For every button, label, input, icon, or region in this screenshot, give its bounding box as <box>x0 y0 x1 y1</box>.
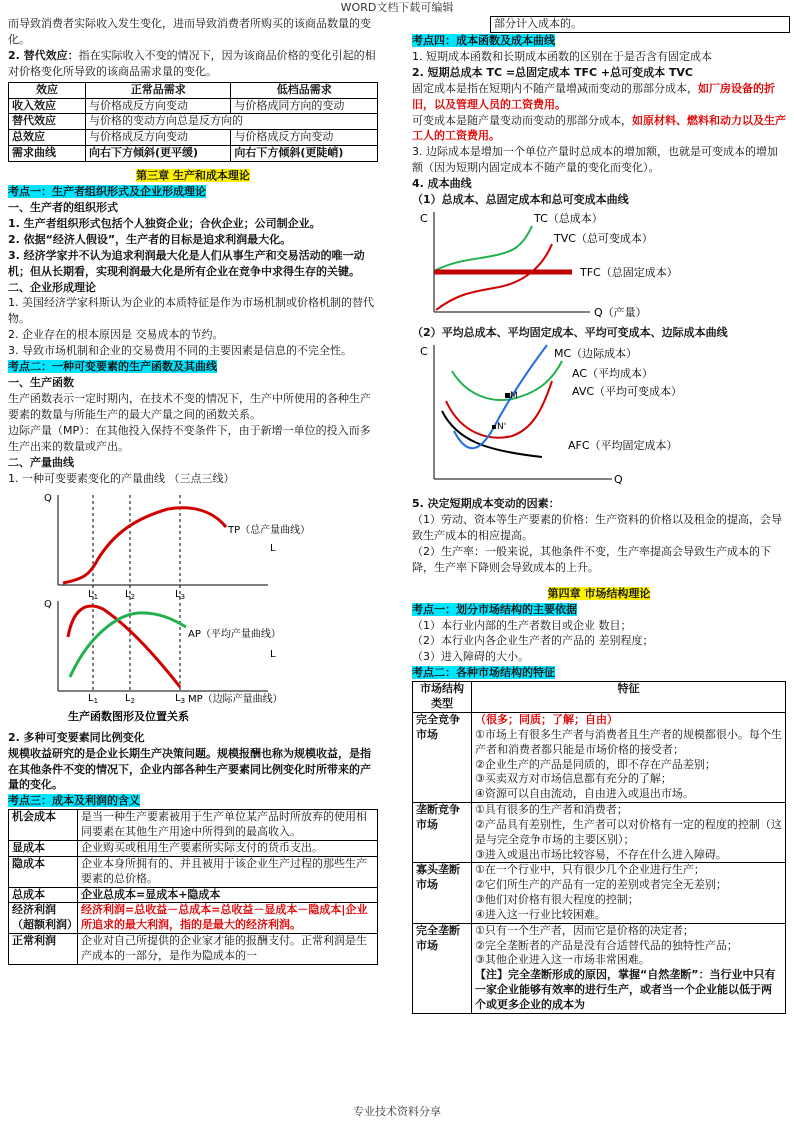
paragraph: 2. 多种可变要素同比例变化 <box>8 730 145 744</box>
paragraph: 1. 生产者组织形式包括个人独资企业；合伙企业；公司制企业。 <box>8 216 321 230</box>
table-cell: 总效应 <box>9 130 86 146</box>
tc-curve <box>436 226 532 270</box>
table-header: 效应 <box>9 82 86 98</box>
tp-curve <box>63 508 226 583</box>
afc-label: AFC（平均固定成本） <box>568 439 678 453</box>
table-cell: 机会成本 <box>9 810 78 841</box>
market-type-cell: 寡头垄断市场 <box>413 863 472 923</box>
table-row <box>9 98 378 114</box>
production-curves-diagram <box>8 487 368 725</box>
effect-table-header <box>9 82 378 98</box>
paragraph: （1）本行业内部的生产者数目或企业 数目； <box>412 618 632 632</box>
feature-line: ③他们对价格有很大程度的控制； <box>475 893 639 907</box>
tvc-label: TVC（总可变成本） <box>554 232 653 246</box>
page-footer: 专业技术资料分享 <box>353 1105 441 1118</box>
tfc-label: TFC（总固定成本） <box>580 266 678 280</box>
axis-label: Q <box>44 598 52 610</box>
diagram-caption: 生产函数图形及位置关系 <box>68 709 189 723</box>
feature-line: 【注】完全垄断形成的原因，掌握“自然垄断”：当行业中只有一家企业能够有效率的进行生产，或者当一个企业能以低于两个或更多企业的成本为 <box>475 968 776 1011</box>
feature-line: ②产品具有差别性，生产者可以对价格有一定的程度的控制（这是与完全竞争市场的主要区别）； <box>475 817 782 846</box>
paragraph: 生产函数表示一定时期内，在技术不变的情况下，生产中所使用的各种生产要素的数量与所能生产的最大产量之间的函数关系。 <box>8 392 371 422</box>
section-title: 考点二：各种市场结构的特征 <box>412 666 555 680</box>
subheading: 一、生产者的组织形式 <box>8 200 118 214</box>
feature-line: ④资源可以自由流动，自由进入或退出市场。 <box>475 787 694 801</box>
subheading: （2）平均总成本、平均固定成本、平均可变成本、边际成本曲线 <box>412 326 728 340</box>
market-type-cell: 完全垄断市场 <box>413 923 472 1013</box>
paragraph: 2. 短期总成本 TC =总固定成本 TFC +总可变成本 TVC <box>412 65 693 79</box>
axis-label: L <box>270 648 276 660</box>
paragraph: 固定成本是指在短期内不随产量增减而变动的那部分成本，如厂房设备的折旧，以及管理人员的工资费用。 <box>412 81 775 111</box>
effect-table <box>8 82 378 162</box>
paragraph: 1. 美国经济学家科斯认为企业的本质特征是作为市场机制或价格机制的替代物。 <box>8 296 374 326</box>
paragraph: 3. 边际成本是增加一个单位产量时总成本的增加额，也就是可变成本的增加额（因为短期内固定成本不随产量的变化而变化）。 <box>412 145 778 175</box>
paragraph: （1）劳动、资本等生产要素的价格：生产资料的价格以及租金的提高，会导致生产成本的相应提高。 <box>412 512 782 542</box>
table-cell: 与价格成反方向变动 <box>86 98 231 114</box>
average-cost-diagram <box>412 341 782 491</box>
mp-label: MP（边际产量曲线） <box>188 693 283 705</box>
subheading: 5. 决定短期成本变动的因素： <box>412 496 560 510</box>
mc-curve <box>454 345 547 448</box>
feature-line: ③其他企业进入这一市场非常困难。 <box>475 953 650 967</box>
paragraph: （2）本行业内各企业生产者的产品的 差别程度； <box>412 634 654 648</box>
subheading: 二、企业形成理论 <box>8 280 96 294</box>
axis-label: Q <box>614 473 623 487</box>
table-row <box>9 887 378 903</box>
table-cell: 向右下方倾斜(更平缓) <box>86 146 231 162</box>
section-title: 考点二：一种可变要素的生产函数及其曲线 <box>8 360 217 374</box>
table-cell: 向右下方倾斜(更陡峭) <box>231 146 378 162</box>
feature-line: ③买卖双方对市场信息都有充分的了解； <box>475 772 672 786</box>
feature-line: ①只有一个生产者，因而它是价格的决定者； <box>475 923 694 937</box>
table-cell: 与价格成反方向变动 <box>86 130 231 146</box>
svg-text:L3: $L_3$ <box>175 692 186 705</box>
feature-line: ④进入这一行业比较困难。 <box>475 907 606 921</box>
substitution-effect: 2. 替代效应：指在实际收入不变的情况下，因为该商品价格的变化引起的相对价格变化所导致的该商品需求量的变化。 <box>8 48 376 78</box>
feature-line: ①在一个行业中，只有很少几个企业进行生产； <box>475 863 705 877</box>
feature-line: ③进入或退出市场比较容易，不存在什么进入障碍。 <box>475 847 727 861</box>
paragraph: 3. 经济学家并不认为追求利润最大化是人们从事生产和交易活动的唯一动机；但从长期看，实现利润最大化是所有企业在竞争中求得生存的关键。 <box>8 248 365 278</box>
axis-label: L <box>270 542 276 554</box>
market-structure-table <box>412 681 786 1014</box>
total-cost-diagram <box>412 208 782 320</box>
subheading: 4. 成本曲线 <box>412 177 472 191</box>
table-cell: 部分计入成本的。 <box>491 17 790 33</box>
table-cell: 企业对自己所提供的企业家才能的报酬支付。正常利润是生产成本的一部分，是作为隐成本的一 <box>78 934 378 965</box>
table-row <box>9 810 378 841</box>
paragraph: 1. 短期成本函数和长期成本函数的区别在于是否含有固定成本 <box>412 49 712 63</box>
tc-label: TC（总成本） <box>534 212 603 226</box>
market-feature-cell <box>472 712 786 802</box>
point-label: M <box>510 391 518 402</box>
paragraph: 3. 导致市场机制和企业的交易费用不同的主要因素是信息的不完全性。 <box>8 344 352 358</box>
paragraph: 2. 企业存在的根本原因是 交易成本的节约。 <box>8 328 224 342</box>
table-row <box>9 146 378 162</box>
table-row <box>413 803 786 863</box>
intro-text: 而导致消费者实际收入发生变化，进而导致消费者所购买的该商品数量的变化。 <box>8 17 371 46</box>
table-cell: 隐成本 <box>9 856 78 887</box>
paragraph: 1. 一种可变要素变化的产量曲线 （三点三线） <box>8 471 235 485</box>
table-header: 低档品需求 <box>231 82 378 98</box>
table-row <box>413 863 786 923</box>
axis-label: Q <box>44 492 52 504</box>
table-row <box>413 923 786 1013</box>
table-cell: 显成本 <box>9 841 78 857</box>
table-cell: 总成本 <box>9 887 78 903</box>
market-type-cell: 完全竞争市场 <box>413 712 472 802</box>
table-cell: 企业购买或租用生产要素所实际支付的货币支出。 <box>78 841 378 857</box>
chapter-title: 第四章 市场结构理论 <box>547 586 651 600</box>
left-column <box>8 16 378 965</box>
cost-table <box>8 809 378 964</box>
feature-line: ②企业生产的产品是同质的，即不存在产品差别； <box>475 757 716 771</box>
svg-text:L1: $L_1$ <box>88 588 99 601</box>
table-row <box>9 856 378 887</box>
subheading: （1）总成本、总固定成本和总可变成本曲线 <box>412 193 629 207</box>
paragraph: 2. 依据“经济人假设”，生产者的目标是追求利润最大化。 <box>8 232 292 246</box>
ap-label: AP（平均产量曲线） <box>188 628 281 640</box>
table-header: 正常品需求 <box>86 82 231 98</box>
market-feature-cell <box>472 803 786 863</box>
right-column <box>412 16 786 1014</box>
mc-label: MC（边际成本） <box>554 347 638 361</box>
table-cell: 经济利润（超额利润） <box>9 903 78 934</box>
section-title: 考点一：划分市场结构的主要依据 <box>412 602 577 616</box>
table-row <box>9 114 378 130</box>
feature-line: （很多；同质；了解；自由） <box>475 712 618 726</box>
section-title: 考点四：成本函数及成本曲线 <box>412 33 555 47</box>
avc-label: AVC（平均可变成本） <box>572 385 683 399</box>
table-header-row <box>413 682 786 713</box>
table-row <box>413 712 786 802</box>
svg-text:L3: $L_3$ <box>175 588 186 601</box>
table-cell: 企业本身所拥有的、并且被用于该企业生产过程的那些生产要素的总价格。 <box>78 856 378 887</box>
ap-curve <box>70 613 186 677</box>
table-cell: 替代效应 <box>9 114 86 130</box>
axis-label: C <box>420 345 428 359</box>
svg-text:L2: $L_2$ <box>125 692 136 705</box>
table-header: 市场结构类型 <box>413 682 472 713</box>
table-cell: 需求曲线 <box>9 146 86 162</box>
market-feature-cell <box>472 863 786 923</box>
section-title: 考点三：成本及利润的含义 <box>8 794 140 808</box>
paragraph: （2）生产率：一般来说，其他条件不变，生产率提高会导致生产成本的下降，生产率下降则会导致成本的上升。 <box>412 544 771 574</box>
chapter-title: 第三章 生产和成本理论 <box>136 168 250 182</box>
table-cell: 是当一种生产要素被用于生产单位某产品时所放弃的使用相同要素在其他生产用途中所得到的最高收入。 <box>78 810 378 841</box>
table-row <box>9 903 378 934</box>
feature-line: ②它们所生产的产品有一定的差别或者完全无差别； <box>475 878 727 892</box>
feature-line: ①具有很多的生产者和消费者； <box>475 803 628 817</box>
table-cell: 收入效应 <box>9 98 86 114</box>
feature-line: ①市场上有很多生产者与消费者且生产者的规模都很小。每个生产者和消费者都只能是市场价格的接受者； <box>475 727 782 756</box>
axis-label: Q（产量） <box>594 306 647 320</box>
svg-text:L1: $L_1$ <box>88 692 99 705</box>
table-cell: 与价格的变动方向总是反方向的 <box>86 114 378 130</box>
page-header: WORD文档下载可编辑 <box>340 1 454 14</box>
table-header: 特征 <box>472 682 786 713</box>
market-type-cell: 垄断竞争市场 <box>413 803 472 863</box>
table-cell: 企业总成本=显成本+隐成本 <box>78 887 378 903</box>
table-cell: 正常利润 <box>9 934 78 965</box>
table-row <box>9 130 378 146</box>
table-cell: 与价格成反方向变动 <box>231 130 378 146</box>
table-row <box>9 934 378 965</box>
market-feature-cell <box>472 923 786 1013</box>
point-label: N' <box>497 422 507 433</box>
table-cell: 经济利润=总收益－总成本=总收益－显成本－隐成本|企业所追求的最大利润，指的是最大的经济利润。 <box>78 903 378 934</box>
tp-label: TP（总产量曲线） <box>228 524 311 536</box>
section-title: 考点一：生产者组织形式及企业形成理论 <box>8 184 206 198</box>
tvc-curve <box>436 244 552 310</box>
subheading: 二、产量曲线 <box>8 455 74 469</box>
table-cell: 与价格成同方向的变动 <box>231 98 378 114</box>
svg-text:L2: $L_2$ <box>125 588 136 601</box>
paragraph: 规模收益研究的是企业长期生产决策问题。规模报酬也称为规模收益，是指在其他条件不变的情况下，企业内部各种生产要素同比例变化时所带来的产量的变化。 <box>8 746 371 792</box>
continued-cell <box>490 16 790 33</box>
feature-line: ②完全垄断者的产品是没有合适替代品的独特性产品； <box>475 938 738 952</box>
subheading: 一、生产函数 <box>8 376 74 390</box>
table-row <box>9 841 378 857</box>
axis-label: C <box>420 212 428 226</box>
ac-label: AC（平均成本） <box>572 367 654 381</box>
paragraph: （3）进入障碍的大小。 <box>412 650 529 664</box>
paragraph: 边际产量（MP）：在其他投入保持不变条件下，由于新增一单位的投入而多生产出来的数量或产出。 <box>8 423 371 453</box>
paragraph: 可变成本是随产量变动而变动的那部分成本，如原材料、燃料和动力以及生产工人的工资费用。 <box>412 113 786 143</box>
